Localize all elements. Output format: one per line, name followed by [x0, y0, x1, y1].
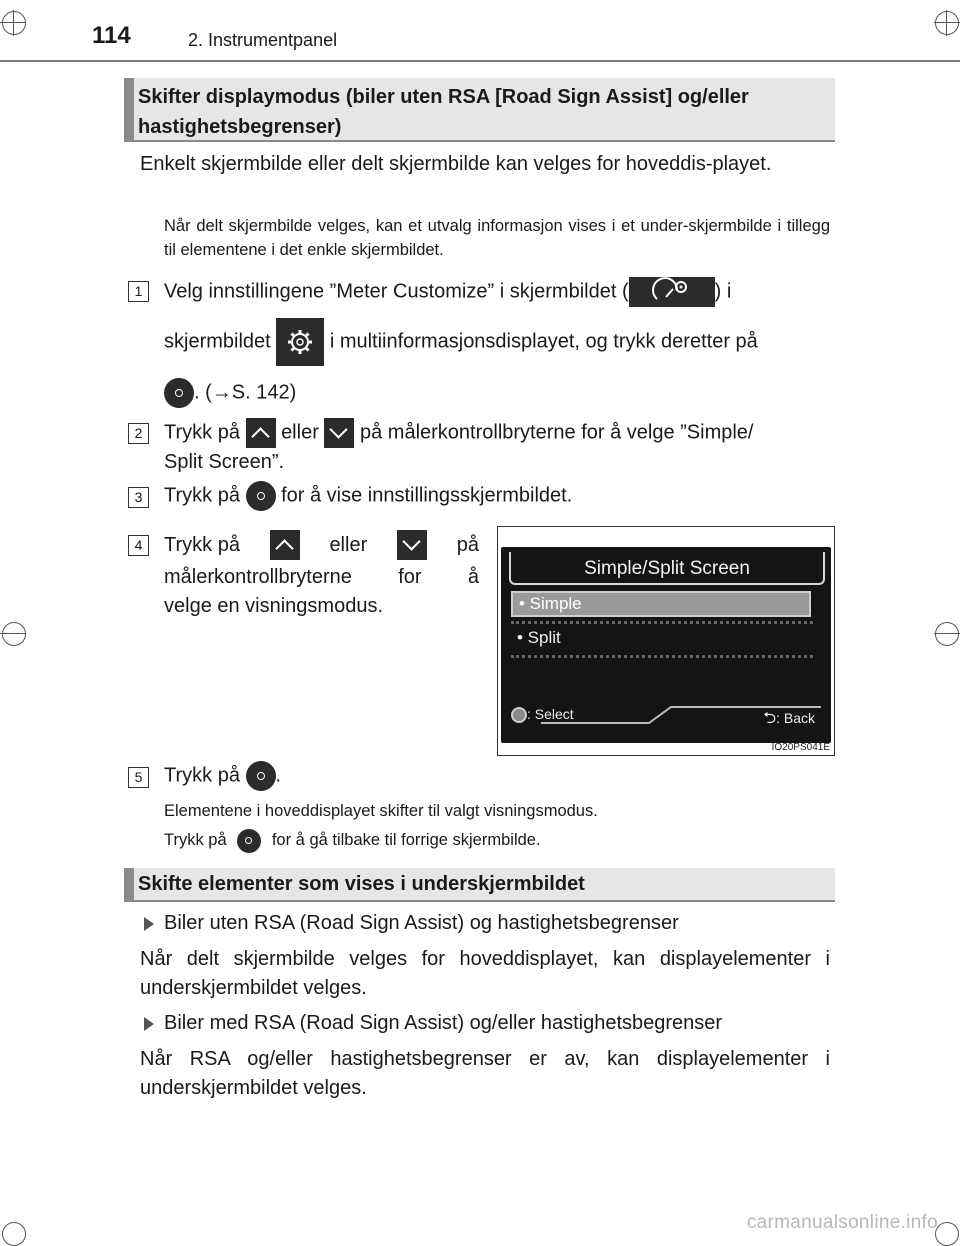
step-text: skjermbildet [164, 330, 271, 353]
ok-button-icon [511, 707, 527, 723]
step-text: Trykk på [164, 533, 240, 556]
footer-select [511, 705, 574, 723]
screen-title: Simple/Split Screen [509, 552, 825, 585]
step-4-line-1 [164, 530, 479, 560]
paragraph: Når delt skjermbilde velges for hoveddisplayet, kan displayelementer i underskjermbildet velges. [140, 948, 830, 999]
crop-mark [935, 622, 959, 646]
chevron-up-icon [270, 530, 300, 560]
step-text: på [456, 533, 479, 556]
crop-mark [2, 11, 26, 35]
step-number-1: 1 [128, 281, 149, 302]
figure-code: IO20PS041E [771, 742, 830, 753]
header-divider [0, 60, 960, 62]
back-icon: ⮌ [763, 710, 777, 727]
section-heading: Skifte elementer som vises i underskjermbildet [124, 868, 835, 902]
chevron-down-icon [397, 530, 427, 560]
gear-icon [276, 318, 324, 366]
crop-mark [2, 1222, 26, 1246]
section-heading: Skifter displaymodus (biler uten RSA [Road Sign Assist] og/eller hastighetsbegrenser) [124, 78, 835, 142]
step-1-line-3 [164, 378, 296, 408]
step-text: eller [281, 421, 319, 444]
intro-text: Enkelt skjermbilde eller delt skjermbilde kan velges for hoveddis-playet. [140, 153, 772, 175]
ok-button-icon [164, 378, 194, 408]
crop-mark [2, 622, 26, 646]
footer-back-label: : Back [776, 710, 815, 726]
ok-button-icon [246, 481, 276, 511]
step-text: for å vise innstillingsskjermbildet. [281, 484, 573, 507]
footer-back [763, 709, 815, 728]
menu-item-simple: • Simple [511, 591, 811, 617]
step-text: Trykk på [164, 484, 240, 507]
note-text: for å gå tilbake til forrige skjermbilde. [271, 831, 541, 849]
step-number-2: 2 [128, 423, 149, 444]
step-5-note-2 [164, 828, 830, 853]
page-number: 114 [92, 22, 131, 49]
step-number-3: 3 [128, 487, 149, 508]
bullet-heading: Biler med RSA (Road Sign Assist) og/eller hastighetsbegrenser [164, 1012, 723, 1034]
chevron-up-icon [246, 418, 276, 448]
step-text: Velg innstillingene ”Meter Customize” i skjermbildet ( [164, 280, 629, 303]
step-text: ) i [714, 280, 732, 303]
dotted-divider [511, 655, 813, 658]
crop-mark [935, 1222, 959, 1246]
step-4-line-3: velge en visningsmodus. [164, 595, 384, 617]
step-1-line-1 [164, 277, 830, 307]
step-text: . (→S. 142) [194, 381, 297, 404]
meter-settings-icon [629, 277, 715, 307]
step-text: i multiinformasjonsdisplayet, og trykk deretter på [329, 330, 758, 353]
bullet-triangle-icon [144, 1017, 154, 1031]
step-5-note-1: Elementene i hoveddisplayet skifter til valgt visningsmodus. [164, 802, 598, 820]
step-3-line [164, 481, 572, 511]
step-text: Trykk på [164, 421, 240, 444]
step-number-5: 5 [128, 767, 149, 788]
bullet-heading: Biler uten RSA (Road Sign Assist) og hastighetsbegrenser [164, 912, 679, 934]
step-text: eller [329, 533, 368, 556]
bullet-triangle-icon [144, 917, 154, 931]
display-screen [501, 547, 831, 743]
step-2-line-1 [164, 418, 830, 448]
note-text: Trykk på [164, 831, 227, 849]
footer-select-label: : Select [527, 706, 574, 722]
dotted-divider [511, 621, 813, 624]
step-number-4: 4 [128, 535, 149, 556]
crop-mark [935, 11, 959, 35]
step-text: . [275, 764, 282, 787]
chevron-down-icon [324, 418, 354, 448]
note-text: Når delt skjermbilde velges, kan et utvalg informasjon vises i et under-skjermbilde i tillegg til elementene i det enkle skjermbildet. [164, 217, 830, 259]
paragraph: Når RSA og/eller hastighetsbegrenser er av, kan displayelementer i underskjermbildet velges. [140, 1048, 830, 1099]
ok-button-icon [246, 761, 276, 791]
step-2-line-2: Split Screen”. [164, 451, 285, 473]
display-illustration [497, 526, 835, 756]
back-icon [237, 829, 261, 853]
step-1-line-2 [164, 318, 830, 366]
step-text: Trykk på [164, 764, 240, 787]
watermark: carmanualsonline.info [746, 1212, 938, 1233]
step-5-line [164, 761, 281, 791]
step-4-line-2: målerkontrollbryterne for å [164, 566, 479, 588]
menu-item-split: • Split [517, 628, 561, 647]
step-text: på målerkontrollbryterne for å velge ”Simple/ [359, 421, 754, 444]
chapter-title: 2. Instrumentpanel [188, 30, 338, 50]
